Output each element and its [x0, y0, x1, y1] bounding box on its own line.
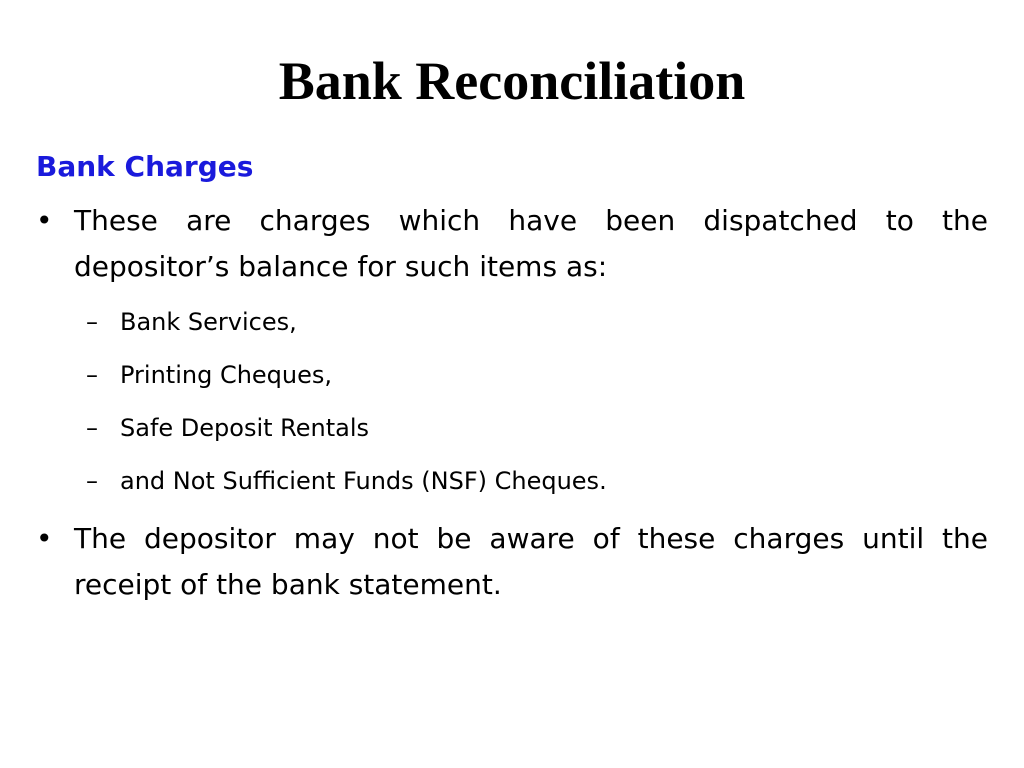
dash-icon: –: [86, 414, 98, 442]
dash-icon: –: [86, 308, 98, 336]
sub-item-text: and Not Sufficient Funds (NSF) Cheques.: [120, 467, 607, 495]
sub-item-text: Bank Services,: [120, 308, 297, 336]
bullet-icon: •: [36, 522, 53, 555]
slide-content: [36, 146, 988, 614]
sub-list-item: [36, 402, 988, 455]
sub-list: [36, 296, 988, 508]
section-heading: Bank Charges: [36, 150, 254, 183]
bullet-item: [36, 516, 988, 608]
dash-icon: –: [86, 467, 98, 495]
sub-list-item: [36, 455, 988, 508]
bullet-item: [36, 198, 988, 290]
bullet-icon: •: [36, 204, 53, 237]
sub-item-text: Printing Cheques,: [120, 361, 333, 389]
bullet-text: The depositor may not be aware of these charges until the receipt of the bank statement.: [74, 522, 988, 601]
bullet-text: These are charges which have been dispatched to the depositor’s balance for such items as:: [74, 204, 988, 283]
sub-list-item: [36, 349, 988, 402]
sub-list-item: [36, 296, 988, 349]
sub-item-text: Safe Deposit Rentals: [120, 414, 370, 442]
slide-title: Bank Reconciliation: [278, 51, 746, 111]
dash-icon: –: [86, 361, 98, 389]
